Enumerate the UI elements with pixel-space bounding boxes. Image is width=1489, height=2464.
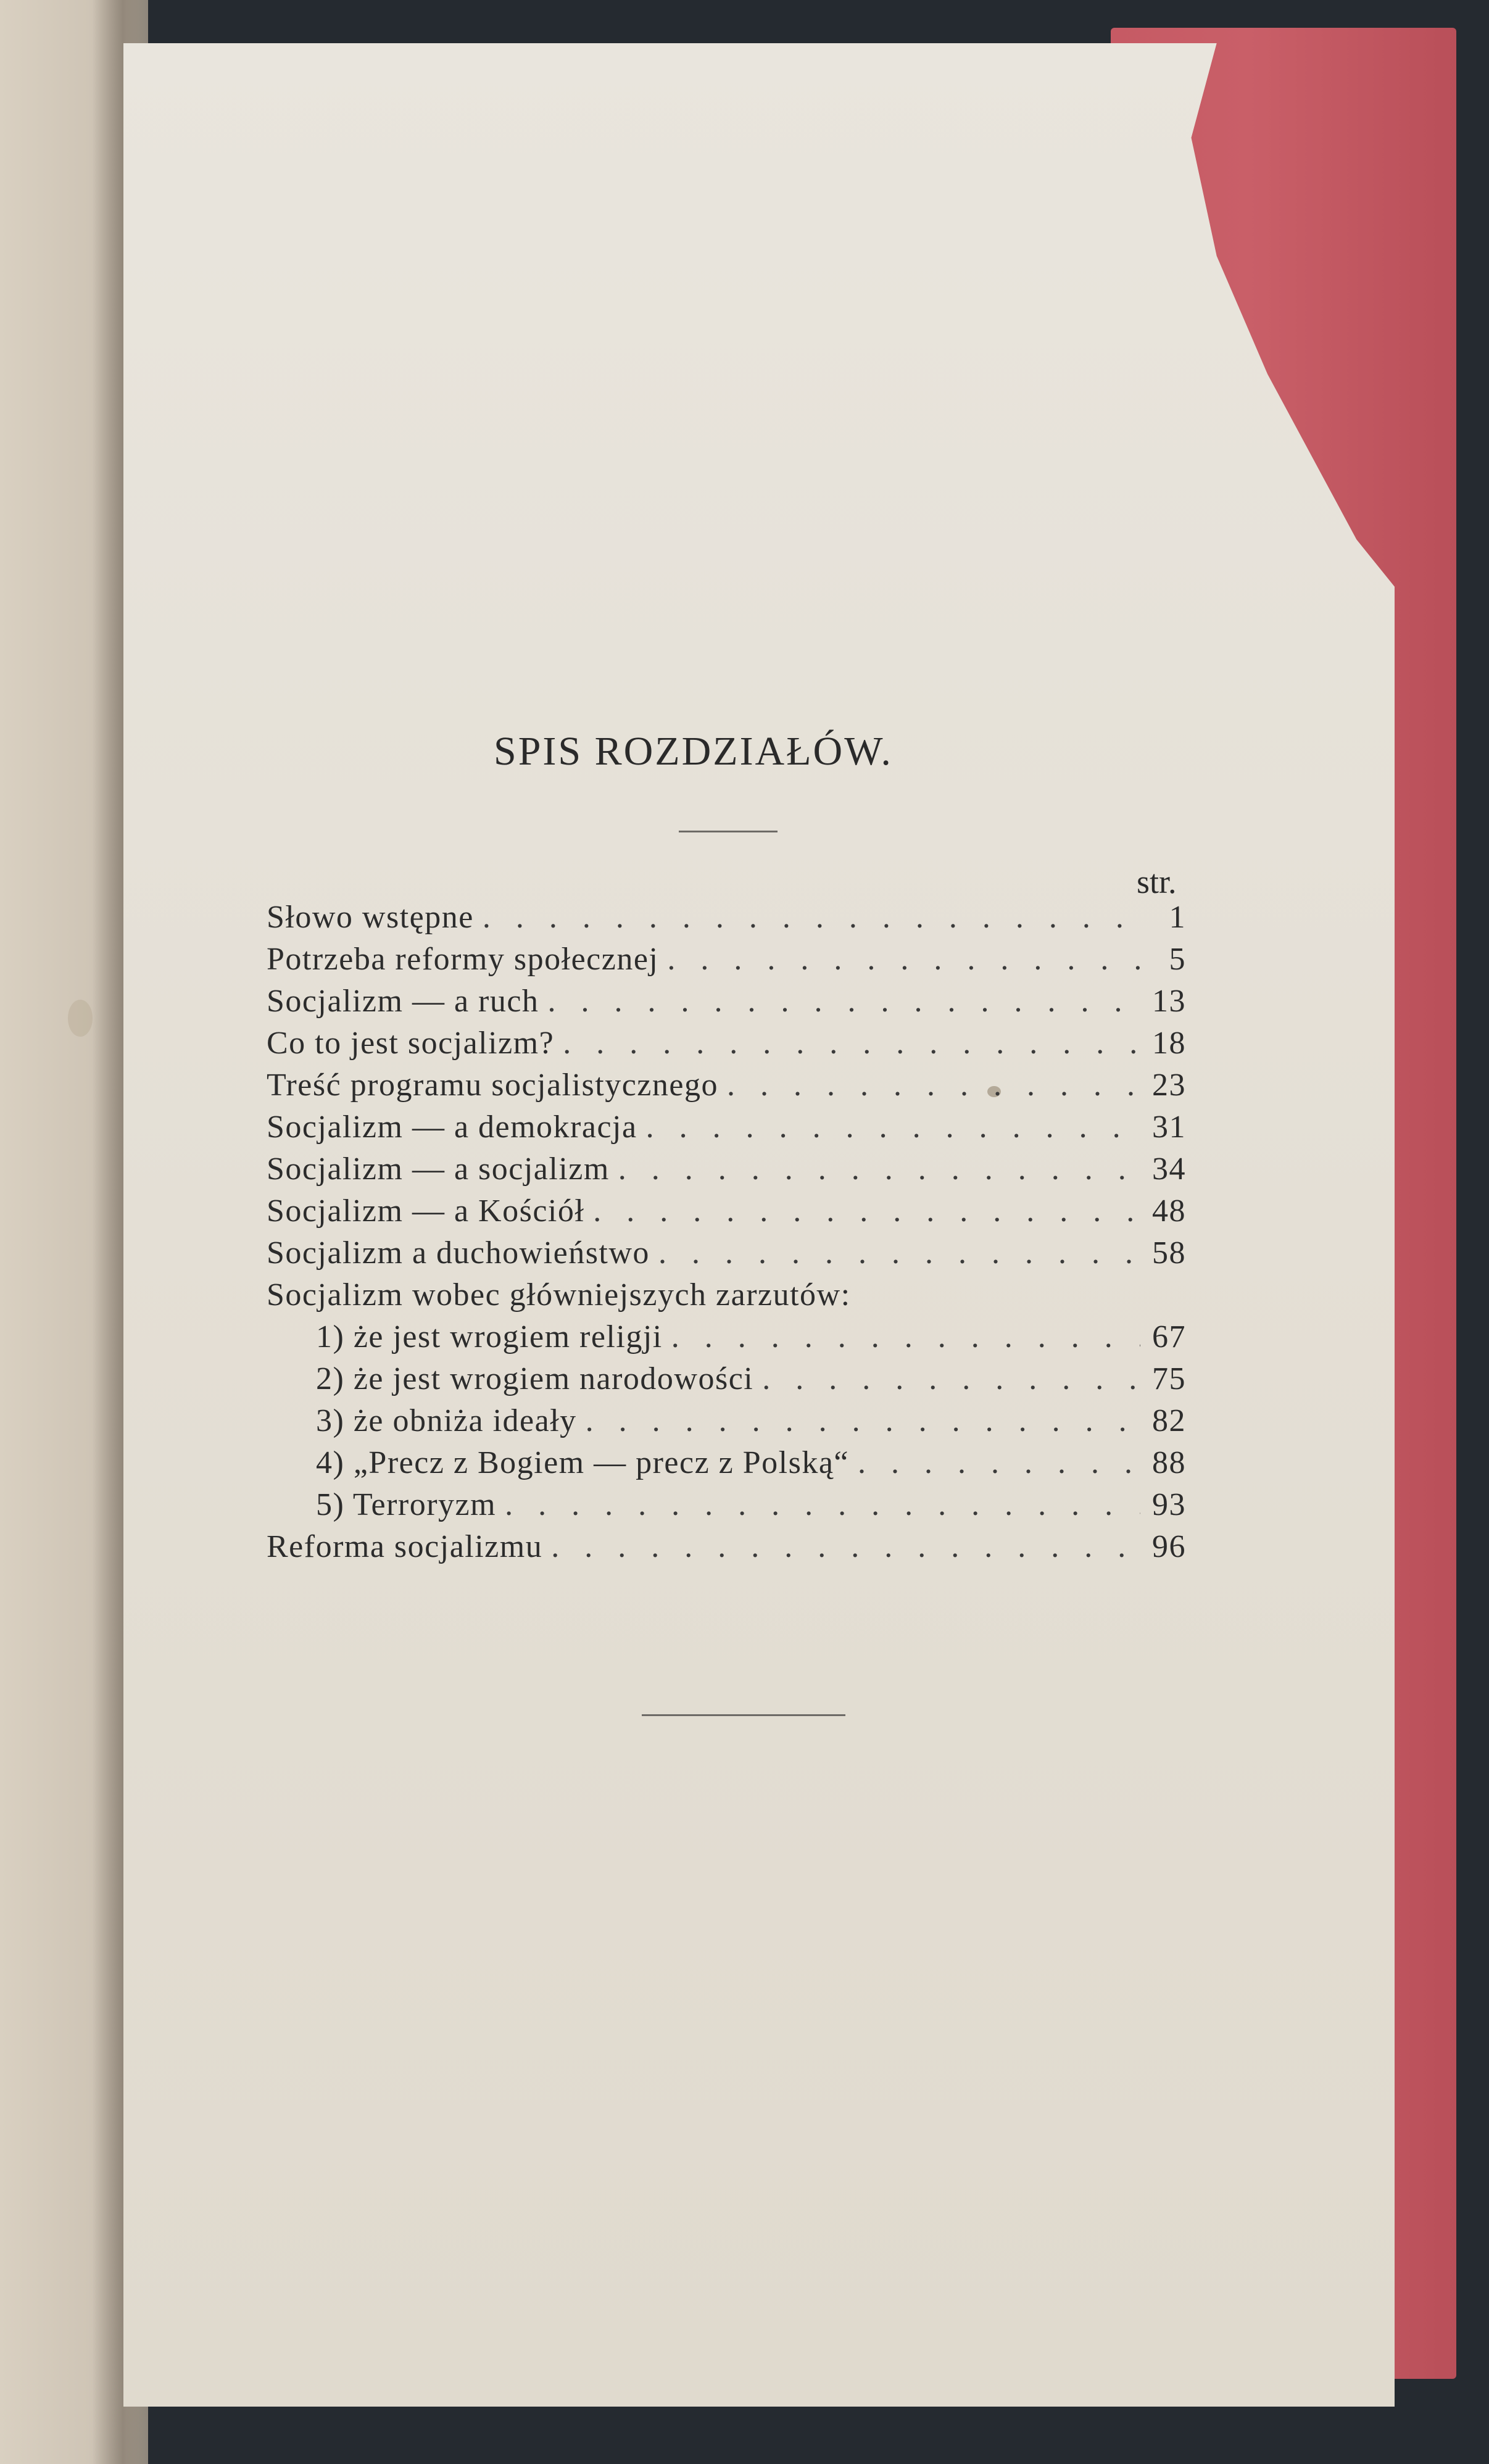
toc-entry-label: 4) „Precz z Bogiem — precz z Polską“ [316,1445,850,1480]
dot-leader [858,1445,1140,1481]
toc-entry-label: Potrzeba reformy społecznej [267,942,659,977]
toc-entry-label: 2) że jest wrogiem narodowości [316,1361,754,1396]
toc-entry-label: Słowo wstępne [267,900,474,935]
dot-leader [671,1319,1140,1355]
toc-entry-label: Socjalizm — a demokracja [267,1110,637,1145]
toc-entry-label: Treść programu socjalistycznego [267,1068,718,1103]
dot-leader [646,1109,1140,1145]
toc-entry [267,1229,1186,1271]
toc-entry [267,977,1186,1019]
toc-entry [267,935,1186,977]
dot-leader [618,1151,1140,1187]
toc-entry-label: 1) że jest wrogiem religji [316,1319,663,1354]
toc-entry-page: 5 [1169,942,1186,977]
toc-entry-page: 58 [1152,1235,1186,1271]
toc-entry-label: Co to jest socjalizm? [267,1026,555,1061]
toc-entry [267,1439,1186,1481]
toc-entry-label: 5) Terroryzm [316,1487,497,1522]
toc-entry-page: 31 [1152,1110,1186,1145]
toc-entry-label: Socjalizm — a Kościół [267,1193,585,1229]
paper-stain [68,1000,93,1037]
toc-entry [267,1397,1186,1439]
toc-entry-label: Socjalizm wobec główniejszych zarzutów: [267,1277,851,1313]
dot-leader [586,1403,1140,1439]
page-title: SPIS ROZDZIAŁÓW. [494,729,893,774]
toc-entry [267,1061,1186,1103]
end-divider [642,1714,845,1716]
dot-leader [547,983,1140,1019]
toc-entry-label: Socjalizm a duchowieństwo [267,1235,650,1271]
toc-entry-page: 34 [1152,1151,1186,1187]
dot-leader [483,899,1140,935]
toc-entry-page: 67 [1152,1319,1186,1354]
toc-entry-page: 48 [1152,1193,1186,1229]
toc-entry-page: 23 [1152,1068,1186,1103]
toc-entry [267,1145,1186,1187]
toc-entry-page: 96 [1152,1529,1186,1564]
toc-entry-page: 13 [1152,984,1186,1019]
toc-entry-page: 88 [1152,1445,1186,1480]
toc-entry [267,1481,1186,1523]
toc-entry [267,894,1186,935]
toc-entry-page: 82 [1152,1403,1186,1438]
dot-leader [563,1025,1140,1061]
toc-entry-page: 18 [1152,1026,1186,1061]
dot-leader [727,1067,1140,1103]
toc-entry-label: Socjalizm — a ruch [267,984,539,1019]
dot-leader [551,1529,1140,1565]
toc-entry [267,1355,1186,1397]
toc-entry-label: Socjalizm — a socjalizm [267,1151,610,1187]
dot-leader [505,1487,1140,1523]
page-column-label: str. [1137,863,1177,900]
table-of-contents [267,894,1186,1565]
title-divider [679,831,778,832]
toc-entry [267,1187,1186,1229]
toc-entry [267,1271,1186,1313]
toc-entry-label: 3) że obniża ideały [316,1403,577,1438]
dot-leader [658,1235,1140,1271]
toc-entry [267,1019,1186,1061]
dot-leader [762,1361,1140,1397]
toc-entry-label: Reforma socjalizmu [267,1529,543,1564]
toc-entry [267,1103,1186,1145]
toc-entry [267,1313,1186,1355]
toc-entry [267,1523,1186,1565]
dot-leader [667,941,1140,977]
toc-entry-page: 93 [1152,1487,1186,1522]
toc-entry-page: 75 [1152,1361,1186,1396]
toc-entry-page: 1 [1169,900,1186,935]
dot-leader [593,1193,1140,1229]
